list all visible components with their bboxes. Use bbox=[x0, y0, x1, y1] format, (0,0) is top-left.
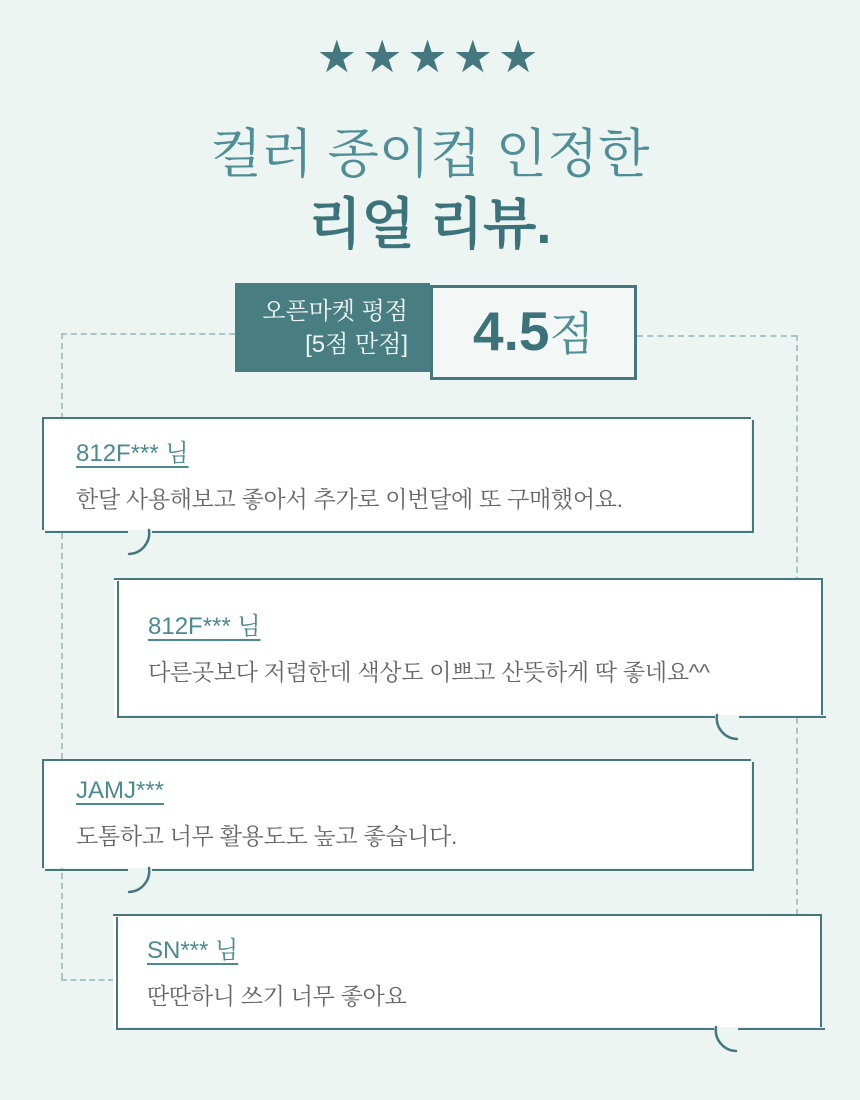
rating-score-panel bbox=[430, 285, 637, 380]
review-content bbox=[113, 914, 822, 1027]
bubble-tail-icon bbox=[126, 528, 152, 556]
review-bubble bbox=[42, 417, 751, 530]
bubble-tail-icon bbox=[126, 866, 152, 894]
open-market-rating-box bbox=[235, 283, 645, 375]
reviewer-name: 812F*** 님 bbox=[148, 613, 261, 640]
review-bubble bbox=[114, 578, 823, 715]
reviewer-name: JAMJ*** bbox=[76, 776, 165, 804]
review-text: 도톰하고 너무 활용도도 높고 좋습니다. bbox=[76, 822, 458, 849]
review-text: 한달 사용해보고 좋아서 추가로 이번달에 또 구매했어요. bbox=[76, 486, 623, 512]
reviewer-name: SN*** 님 bbox=[147, 937, 239, 964]
review-text: 딴딴하니 쓰기 너무 좋아요 bbox=[147, 983, 407, 1009]
page-title-line2: 리얼 리뷰. bbox=[308, 193, 552, 255]
bubble-tail-icon bbox=[714, 713, 740, 741]
rating-label-line1: 오픈마켓 평점 bbox=[262, 297, 408, 325]
star-rating-icons: ★★★★★ bbox=[316, 30, 544, 83]
review-bubble bbox=[113, 914, 822, 1027]
rating-label-line2: [5점 만점] bbox=[305, 330, 408, 358]
dashed-connector-left-bottom bbox=[61, 979, 114, 981]
review-text: 다른곳보다 저렴한데 색상도 이쁘고 산뜻하게 딱 좋네요^^ bbox=[148, 659, 710, 685]
dashed-connector-left-top bbox=[61, 333, 235, 335]
reviewer-name: 812F*** 님 bbox=[76, 440, 189, 467]
rating-score-value: 4.5 bbox=[473, 300, 550, 362]
rating-score-unit: 점 bbox=[549, 308, 594, 360]
review-content bbox=[42, 417, 751, 530]
review-content bbox=[114, 578, 823, 715]
review-bubble bbox=[42, 759, 751, 868]
rating-label bbox=[235, 283, 430, 372]
page-title-line1: 컬러 종이컵 인정한 bbox=[210, 125, 650, 184]
bubble-tail-icon bbox=[713, 1025, 739, 1053]
review-content bbox=[42, 759, 751, 868]
dashed-connector-right-top bbox=[637, 335, 797, 337]
